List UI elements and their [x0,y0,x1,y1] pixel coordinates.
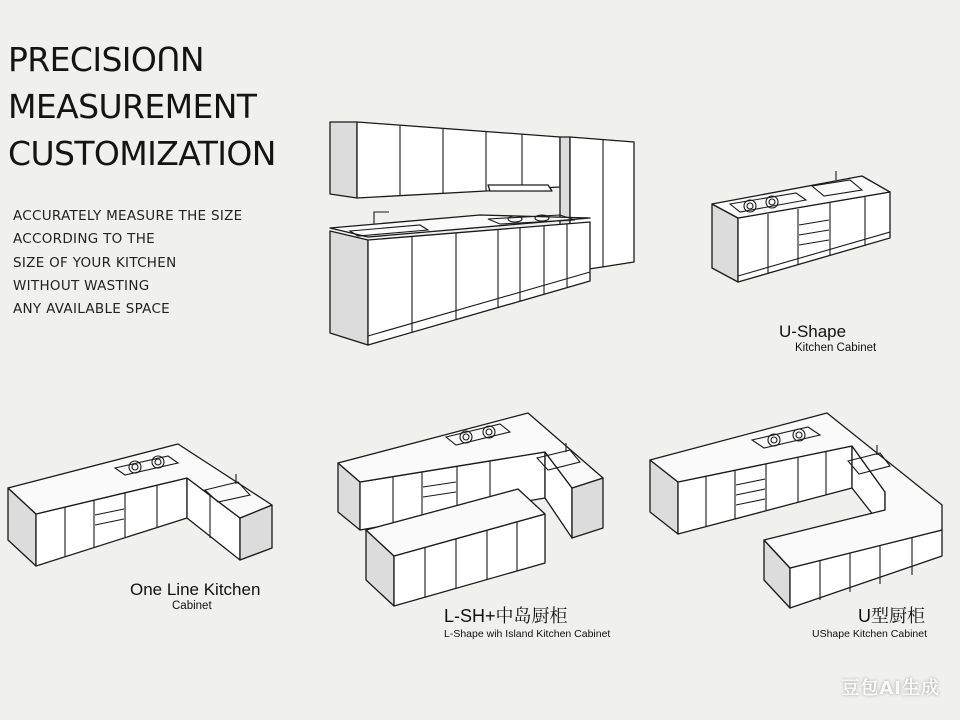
description-line-4: WITHOUT WASTING [13,277,150,294]
l-island-label [444,602,610,640]
headline-line-3: CUSTOMIZATION [8,134,276,173]
u-type-illustration [650,413,942,608]
u-shape-subtitle: Kitchen Cabinet [795,342,877,354]
one-line-title: One Line Kitchen [130,580,261,599]
l-island-illustration [338,413,603,606]
one-line-illustration [8,444,272,566]
main-kitchen-illustration [330,122,634,345]
one-line-subtitle: Cabinet [172,600,212,612]
watermark-logo: 豆包AI生成 [841,678,940,699]
l-island-title: L-SH+中岛厨柜 [444,606,568,626]
u-type-title: U型厨柜 [858,606,925,626]
u-shape-title: U-Shape [779,322,847,341]
description-line-1: ACCURATELY MEASURE THE SIZE [13,208,243,224]
description-line-5: ANY AVAILABLE SPACE [13,301,171,318]
description-line-2: ACCORDING TO THE [13,231,155,248]
u-shape-small-illustration [712,171,890,282]
u-type-label [812,602,927,640]
one-line-label [130,580,260,612]
headline-line-1: PRECISIOՈN [8,40,204,79]
description-line-3: SIZE OF YOUR KITCHEN [13,254,177,271]
u-type-subtitle: UShape Kitchen Cabinet [812,628,927,640]
headline-line-2: MEASUREMENT [8,87,257,126]
l-island-subtitle: L-Shape wih Island Kitchen Cabinet [444,628,611,640]
u-shape-label [779,322,876,354]
